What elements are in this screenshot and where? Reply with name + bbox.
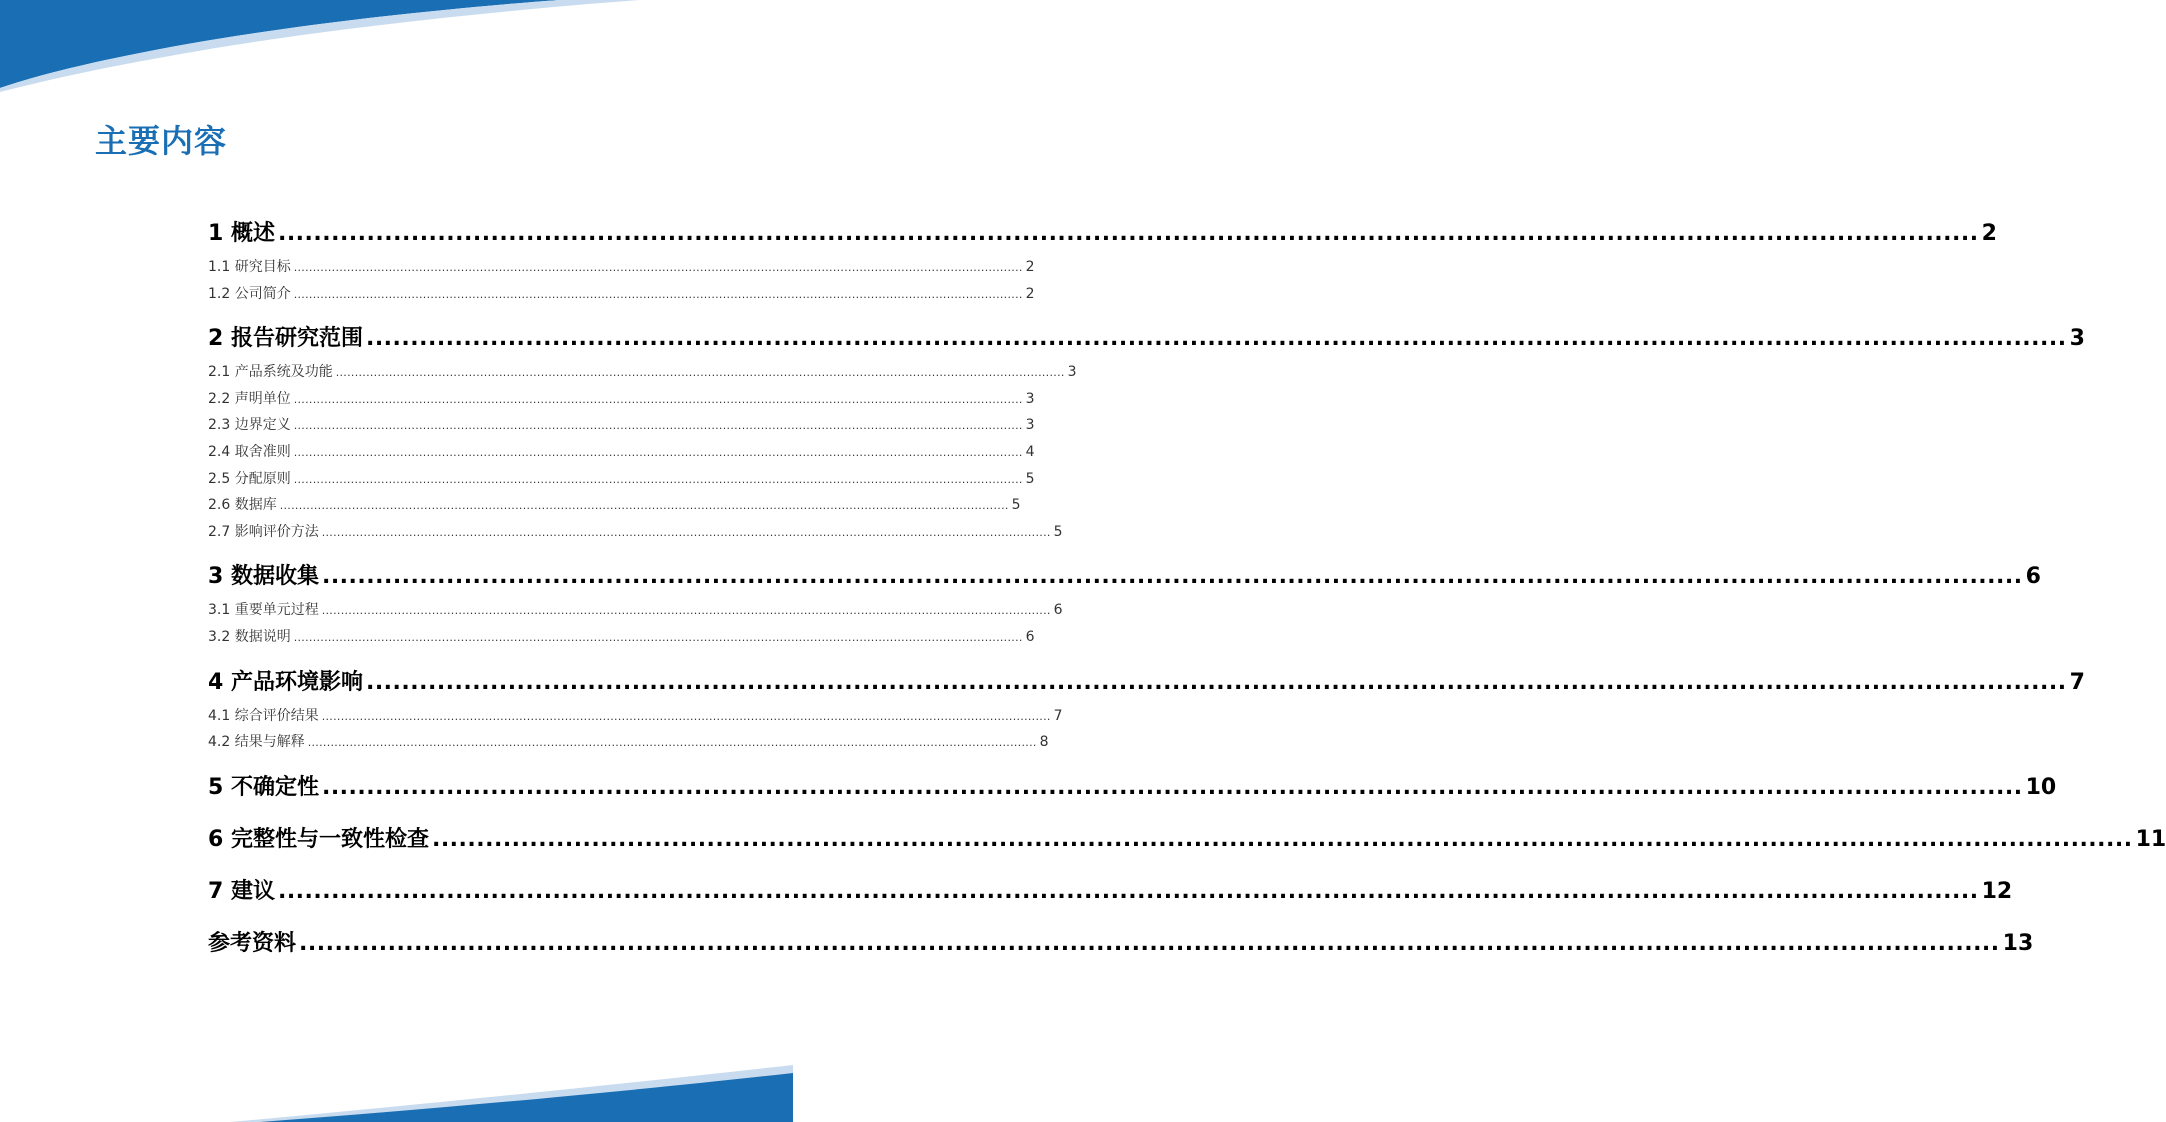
toc-entry-title: 4 产品环境影响 <box>208 669 363 695</box>
toc-page-number: 3 <box>2069 326 2085 352</box>
toc-subentry[interactable] <box>208 466 1035 493</box>
dot-leader: ................................................................................................................................................................................................ <box>321 709 1051 723</box>
dot-leader: ................................................................................................................................................................................................ <box>307 736 1037 750</box>
toc-page-number: 6 <box>1053 602 1063 619</box>
toc-page-number: 11 <box>2135 826 2166 852</box>
toc-subentry[interactable] <box>208 624 1035 651</box>
dot-leader: ................................................................................................................................................................................................ <box>299 930 2000 956</box>
toc-page-number: 2 <box>1025 285 1035 302</box>
toc-page-number: 3 <box>1067 364 1077 381</box>
toc-entry-title: 4.1 综合评价结果 <box>208 707 319 724</box>
toc-page-number: 3 <box>1025 417 1035 434</box>
toc-entry[interactable] <box>208 218 1997 250</box>
toc-entry-title: 4.2 结果与解释 <box>208 734 305 751</box>
dot-leader: ................................................................................................................................................................................................ <box>365 669 2067 695</box>
toc-entry-title: 1.1 研究目标 <box>208 259 291 275</box>
toc-page-number: 8 <box>1039 734 1049 751</box>
footer-wave-decoration <box>0 1027 793 1122</box>
header-wave-decoration <box>0 0 793 95</box>
toc-page-number: 7 <box>1053 707 1063 724</box>
dot-leader: ................................................................................................................................................................................................ <box>431 826 2133 852</box>
toc-page-number: 2 <box>1025 259 1035 275</box>
toc-subentry[interactable] <box>208 492 1021 519</box>
dot-leader: ................................................................................................................................................................................................ <box>293 630 1023 644</box>
toc-entry[interactable] <box>208 323 2085 355</box>
toc-subentry[interactable] <box>208 439 1035 466</box>
toc-page-number: 7 <box>2069 669 2085 695</box>
toc-entry-title: 2.6 数据库 <box>208 497 277 514</box>
toc-page-number: 6 <box>1025 628 1035 645</box>
toc-subentry[interactable] <box>208 703 1063 730</box>
page-title: 主要内容 <box>95 122 228 160</box>
toc-page-number: 12 <box>1981 878 2013 904</box>
toc-entry-title: 2.3 边界定义 <box>208 417 291 434</box>
toc-entry-title: 2.4 取舍准则 <box>208 443 291 460</box>
dot-leader: ................................................................................................................................................................................................ <box>321 774 2023 800</box>
toc-page-number: 10 <box>2025 774 2057 800</box>
dot-leader: ................................................................................................................................................................................................ <box>293 472 1023 486</box>
toc-entry-title: 6 完整性与一致性检查 <box>208 826 429 852</box>
toc-subentry[interactable] <box>208 597 1063 624</box>
toc-subentry[interactable] <box>208 281 1035 308</box>
toc-page-number: 5 <box>1011 497 1021 514</box>
toc-entry[interactable] <box>208 772 2057 804</box>
toc-page-number: 5 <box>1053 523 1063 540</box>
toc-entry-title: 2 报告研究范围 <box>208 326 363 352</box>
toc-entry-title: 3.2 数据说明 <box>208 628 291 645</box>
toc-entry[interactable] <box>208 667 2085 699</box>
toc-page-number: 2 <box>1981 221 1997 246</box>
toc-entry[interactable] <box>208 824 2166 856</box>
toc-subentry[interactable] <box>208 386 1035 413</box>
toc-page-number: 4 <box>1025 443 1035 460</box>
toc-entry-title: 1 概述 <box>208 221 275 246</box>
toc-entry-title: 2.2 声明单位 <box>208 390 291 407</box>
toc-page-number: 3 <box>1025 390 1035 407</box>
toc-subentry[interactable] <box>208 519 1063 546</box>
toc-entry-title: 1.2 公司简介 <box>208 285 291 302</box>
dot-leader: ................................................................................................................................................................................................ <box>293 287 1023 301</box>
toc-entry-title: 3.1 重要单元过程 <box>208 602 319 619</box>
dot-leader: ................................................................................................................................................................................................ <box>277 221 1979 246</box>
dot-leader: ................................................................................................................................................................................................ <box>279 499 1009 513</box>
toc-entry[interactable] <box>208 876 2013 908</box>
dot-leader: ................................................................................................................................................................................................ <box>293 261 1023 274</box>
dot-leader: ................................................................................................................................................................................................ <box>321 564 2023 590</box>
toc-entry-title: 7 建议 <box>208 878 275 904</box>
toc-page-number: 5 <box>1025 470 1035 487</box>
dot-leader: ................................................................................................................................................................................................ <box>293 419 1023 433</box>
toc-entry-title: 2.7 影响评价方法 <box>208 523 319 540</box>
toc-entry[interactable] <box>208 928 2034 960</box>
toc-page-number: 6 <box>2025 564 2041 590</box>
dot-leader: ................................................................................................................................................................................................ <box>293 445 1023 459</box>
toc-subentry[interactable] <box>208 729 1049 756</box>
toc-subentry[interactable] <box>208 359 1077 386</box>
toc-entry-title: 2.5 分配原则 <box>208 470 291 487</box>
toc-subentry[interactable] <box>208 412 1035 439</box>
dot-leader: ................................................................................................................................................................................................ <box>321 525 1051 539</box>
table-of-contents <box>208 218 2166 980</box>
toc-entry-title: 2.1 产品系统及功能 <box>208 364 333 381</box>
toc-entry-title: 5 不确定性 <box>208 774 319 800</box>
dot-leader: ................................................................................................................................................................................................ <box>335 366 1065 380</box>
toc-entry-title: 3 数据收集 <box>208 564 319 590</box>
toc-page-number: 13 <box>2002 930 2034 956</box>
dot-leader: ................................................................................................................................................................................................ <box>293 392 1023 406</box>
toc-subentry[interactable] <box>208 254 1035 281</box>
dot-leader: ................................................................................................................................................................................................ <box>277 878 1979 904</box>
toc-entry-title: 参考资料 <box>208 930 297 956</box>
dot-leader: ................................................................................................................................................................................................ <box>321 604 1051 618</box>
toc-entry[interactable] <box>208 561 2041 593</box>
dot-leader: ................................................................................................................................................................................................ <box>365 326 2067 352</box>
